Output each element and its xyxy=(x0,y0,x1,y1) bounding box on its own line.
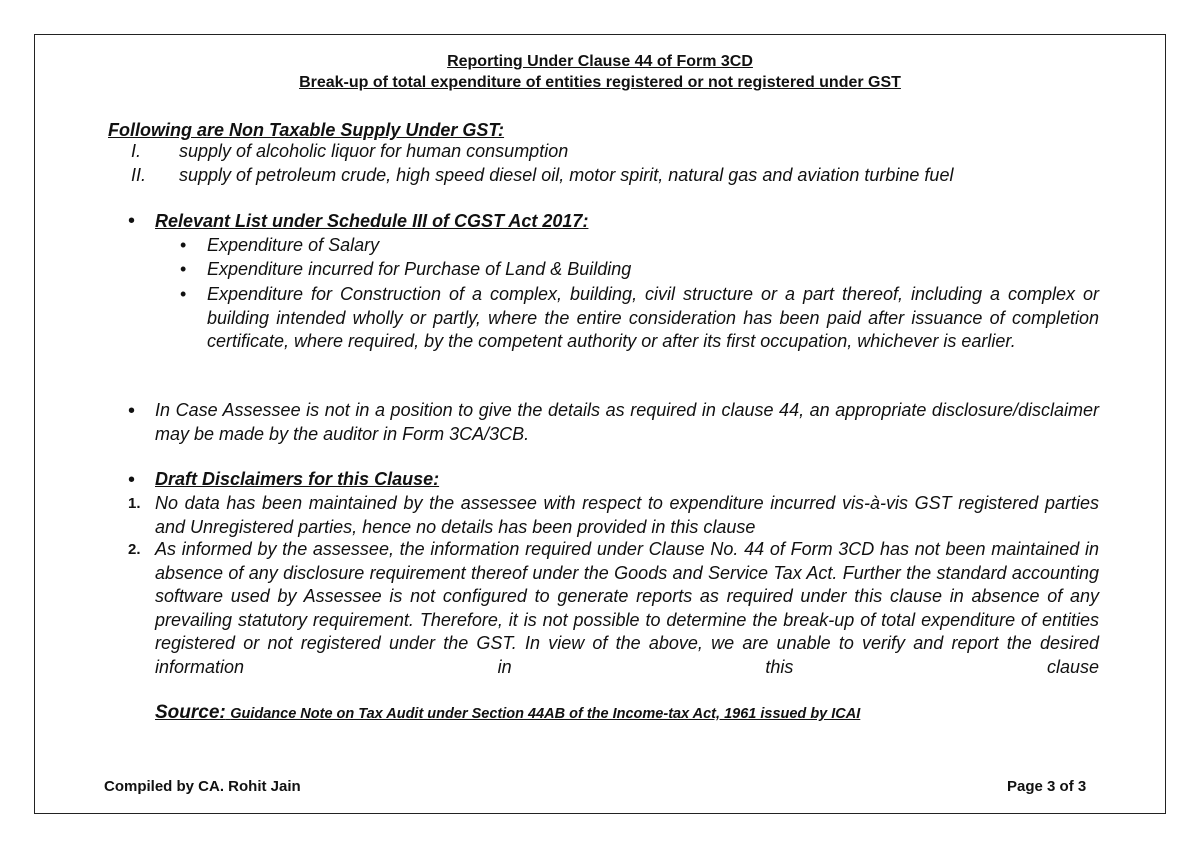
page-current: 3 xyxy=(1047,778,1056,795)
list-item xyxy=(131,164,1131,188)
list-item-number: I. xyxy=(131,141,142,161)
bullet-icon: • xyxy=(128,469,136,491)
non-taxable-list xyxy=(131,140,1131,187)
disclaimer-number: 1. xyxy=(128,495,141,512)
page-total: 3 xyxy=(1077,778,1087,795)
bullet-icon: • xyxy=(180,259,187,279)
title-line-1: Reporting Under Clause 44 of Form 3CD xyxy=(447,53,753,70)
bullet-icon: • xyxy=(128,400,136,422)
schedule-item: Expenditure incurred for Purchase of Land & Building xyxy=(207,259,632,279)
page-of: of xyxy=(1059,778,1074,795)
bullet-icon: • xyxy=(180,235,187,255)
list-item-text: supply of alcoholic liquor for human consumption xyxy=(179,141,569,161)
schedule-item: Expenditure for Construction of a complex, building, civil structure or a part thereof, including a complex or building intended wholly or partly, where the entire consideration has been paid after issuance of completion certificate, where required, by the competent authority or after its first occupation, whichever is earlier. xyxy=(207,284,1099,351)
disclaimer-item: No data has been maintained by the assessee with respect to expenditure incurred vis-à-vis GST registered parties and Unregistered parties, hence no details has been provided in this clause xyxy=(155,493,1099,537)
disclosure-note: In Case Assessee is not in a position to give the details as required in clause 44, an appropriate disclosure/disclaimer may be made by the auditor in Form 3CA/3CB. xyxy=(155,400,1099,444)
list-item-text: supply of petroleum crude, high speed diesel oil, motor spirit, natural gas and aviation turbine fuel xyxy=(179,164,954,185)
page-number xyxy=(1007,778,1086,795)
title-line-2: Break-up of total expenditure of entities registered or not registered under GST xyxy=(299,74,901,91)
schedule-iii-heading: Relevant List under Schedule III of CGST Act 2017: xyxy=(155,211,589,231)
list-item xyxy=(131,140,1131,164)
bullet-icon: • xyxy=(180,284,187,304)
disclaimer-item: As informed by the assessee, the information required under Clause No. 44 of Form 3CD has not been maintained in absence of any disclosure requirement thereof under the Goods and Service Tax Act. Further the standard accounting software used by Assessee is not configured to generate reports as required under this clause in absence of any prevailing statutory requirement. Therefore, it is not possible to determine the break-up of total expenditure of entities registered or not registered under the GST. In view of the above, we are unable to verify and report the desired information in this clause xyxy=(155,539,1099,677)
document-title xyxy=(0,52,1200,94)
disclaimer-number: 2. xyxy=(128,541,141,558)
compiled-by: Compiled by CA. Rohit Jain xyxy=(104,778,301,795)
page-prefix: Page xyxy=(1007,778,1043,795)
source-citation xyxy=(155,702,860,724)
list-item-number: II. xyxy=(131,164,147,185)
schedule-item: Expenditure of Salary xyxy=(207,235,380,255)
source-text: Guidance Note on Tax Audit under Section 44AB of the Income-tax Act, 1961 issued by ICAI xyxy=(230,706,861,722)
non-taxable-heading: Following are Non Taxable Supply Under GST: xyxy=(108,120,505,140)
bullet-icon: • xyxy=(128,210,136,232)
source-label: Source: xyxy=(155,702,226,723)
disclaimers-heading: Draft Disclaimers for this Clause: xyxy=(155,469,440,489)
